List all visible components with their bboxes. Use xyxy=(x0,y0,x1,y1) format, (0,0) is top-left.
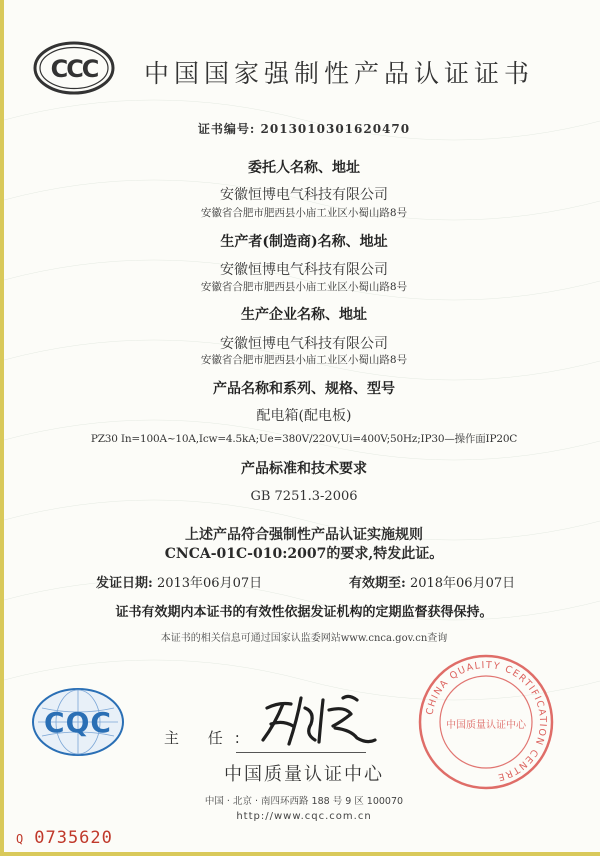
issue-date-label: 发证日期: xyxy=(96,576,153,591)
cqc-logo-icon xyxy=(30,686,126,758)
issuer-name: 中国质量认证中心 xyxy=(224,764,384,785)
validity-note: 证书有效期内本证书的有效性依据发证机构的定期监督获得保持。 xyxy=(115,605,493,620)
ccc-logo-text: CCC xyxy=(50,55,98,83)
factory-name: 安徽恒博电气科技有限公司 xyxy=(220,336,388,352)
serial-number xyxy=(16,828,113,848)
info-note: 本证书的相关信息可通过国家认监委网站www.cnca.gov.cn查询 xyxy=(160,633,448,644)
expiry-date-value: 2018年06月07日 xyxy=(409,576,516,591)
applicant-label: 委托人名称、地址 xyxy=(248,160,360,176)
manufacturer-name: 安徽恒博电气科技有限公司 xyxy=(220,262,388,278)
seal-ring-text: CHINA QUALITY CERTIFICATION CENTRE xyxy=(424,659,549,783)
standard-label: 产品标准和技术要求 xyxy=(241,461,367,477)
applicant-name: 安徽恒博电气科技有限公司 xyxy=(220,187,388,203)
manufacturer-label: 生产者(制造商)名称、地址 xyxy=(220,234,388,250)
issuer-address: 中国 · 北京 · 南四环西路 188 号 9 区 100070 xyxy=(204,796,404,807)
certificate-number-value: 2013010301620470 xyxy=(260,122,411,136)
official-seal-stamp xyxy=(416,652,556,792)
factory-address: 安徽省合肥市肥西县小庙工业区小蜀山路8号 xyxy=(200,354,408,366)
director-label: 主 任: xyxy=(164,729,252,747)
factory-label: 生产企业名称、地址 xyxy=(241,307,367,323)
issue-date xyxy=(96,572,262,591)
product-model: PZ30 In=100A~10A,Icw=4.5kA;Ue=380V/220V,Ui=400V;50Hz;IP30—操作面IP20C xyxy=(90,433,518,445)
seal-center-text: 中国质量认证中心 xyxy=(446,720,526,731)
standard-value: GB 7251.3-2006 xyxy=(250,489,358,504)
ccc-logo-icon xyxy=(32,40,116,96)
rules-line-2: CNCA-01C-010:2007的要求,特发此证。 xyxy=(164,546,444,562)
issuer-url: http://www.cqc.com.cn xyxy=(236,811,372,822)
manufacturer-address: 安徽省合肥市肥西县小庙工业区小蜀山路8号 xyxy=(200,281,408,293)
expiry-date-label: 有效期至: xyxy=(349,576,406,591)
serial-prefix: Q xyxy=(16,832,25,846)
director-signature xyxy=(249,690,384,752)
signature-line xyxy=(236,752,366,753)
product-label: 产品名称和系列、规格、型号 xyxy=(213,381,395,397)
serial-value: 0735620 xyxy=(34,828,113,848)
expiry-date xyxy=(349,572,515,591)
certificate-number-label: 证书编号: xyxy=(197,122,256,136)
page-title: 中国国家强制性产品认证证书 xyxy=(144,59,535,88)
cqc-logo-text: CQC xyxy=(44,706,112,739)
issue-date-value: 2013年06月07日 xyxy=(156,576,263,591)
product-name: 配电箱(配电板) xyxy=(256,408,352,424)
rules-line-1: 上述产品符合强制性产品认证实施规则 xyxy=(185,527,423,543)
certificate-number xyxy=(4,120,600,137)
applicant-address: 安徽省合肥市肥西县小庙工业区小蜀山路8号 xyxy=(200,207,408,219)
